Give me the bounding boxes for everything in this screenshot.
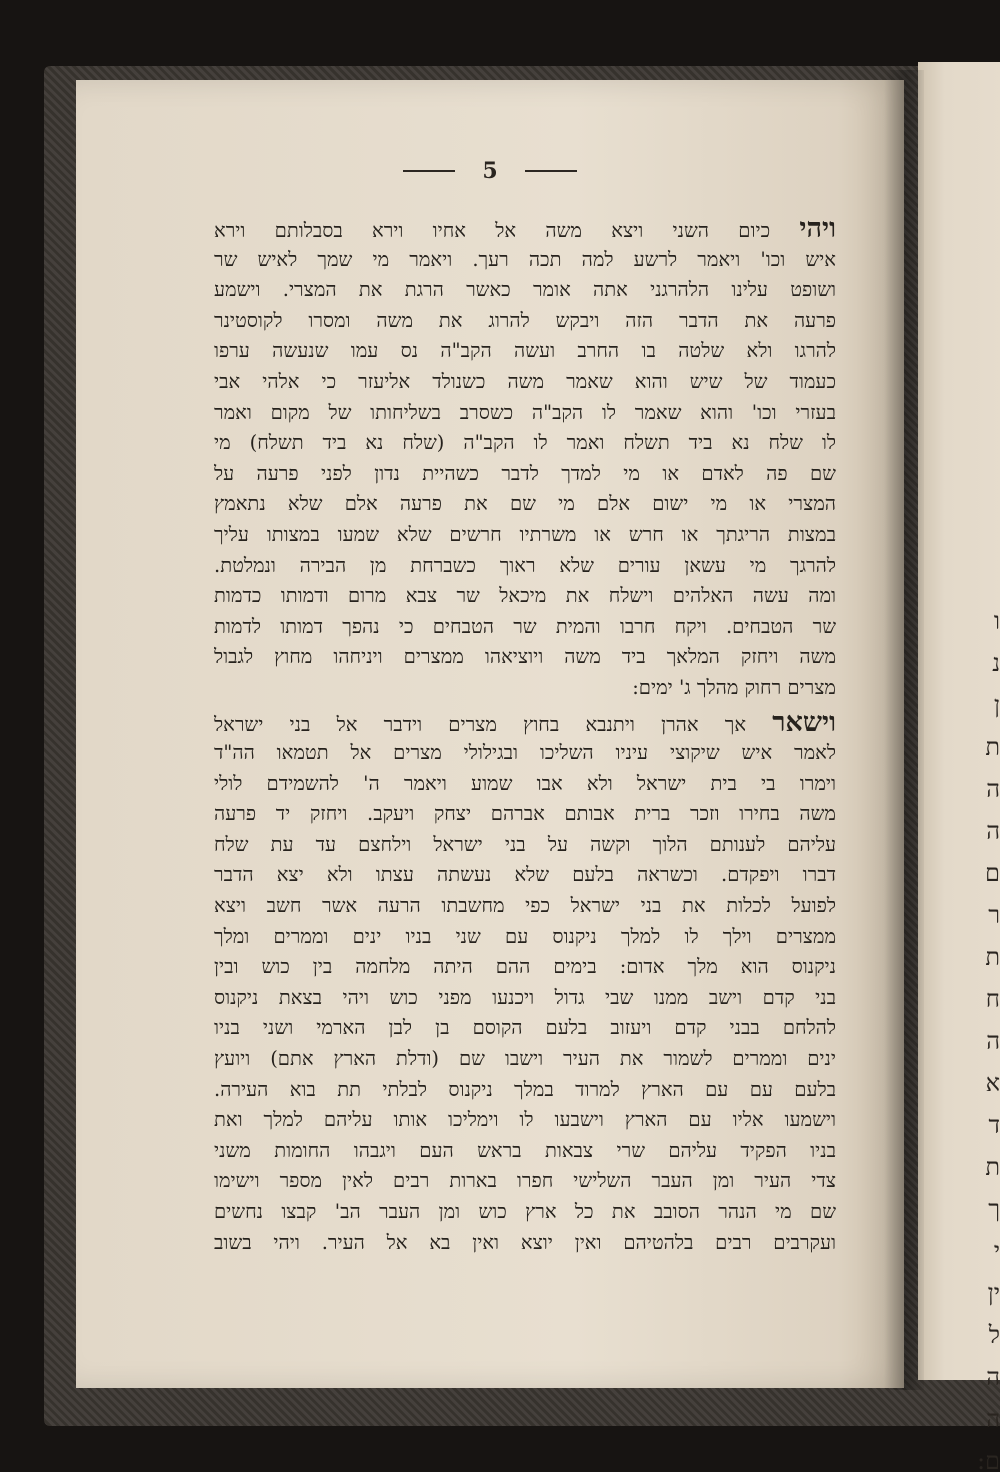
facing-glyph: ם: [985, 859, 1000, 887]
text-line: כעמוד של שיש והוא שאמר משה כשנולד אליעזר כי אלהי אבי: [214, 369, 836, 393]
facing-glyph: ה: [986, 775, 1000, 803]
text-line: צדי העיר ומן העבר השלישי חפרו בארות רבים לאין מספר וישימו: [214, 1169, 836, 1193]
paragraph-lead-word: ויהי: [799, 214, 836, 244]
text-line-content: אך אהרן ויתנבא בחוץ מצרים וידבר אל בני ישראל: [214, 712, 747, 736]
facing-glyph: ה: [986, 1027, 1000, 1055]
text-line: המצרי או מי ישום אלם מי שם את פרעה אלם שלא נתאמץ: [214, 492, 836, 516]
text-line: משה ויחזק המלאך ביד משה ויוציאהו ממצרים ויניחהו מחוץ לגבול: [214, 645, 836, 669]
page-body-text: [214, 214, 836, 1258]
text-line: ומה עשה האלהים וישלח את מיכאל שר צבא מרום ודמותו כדמות: [214, 584, 836, 608]
facing-glyph: א: [985, 1069, 1000, 1097]
paragraph-lead-word: וישאר: [772, 707, 836, 738]
text-line: להרגו ולא שלטה בו החרב ועשה הקב"ה נס עמו שנעשה ערפו: [214, 339, 836, 363]
facing-glyph: ם:: [976, 1447, 1000, 1472]
facing-page-text: [976, 600, 1000, 1472]
text-line: בניו הפקיד עליהם שרי צבאות בראש העם ויגבהו החומות משני: [214, 1138, 836, 1162]
text-line: לפועל לכלות את בני ישראל כפי מחשבתו הרעה אשר חשב ויצא: [214, 894, 836, 918]
text-line: במצות הריגתך או חרש או משרתיו חרשים שלא שמעו במצותו עליך: [214, 522, 836, 546]
text-line: ניקנוס הוא מלך אדום: בימים ההם היתה מלחמה בין כוש ובין: [214, 955, 836, 979]
facing-glyph: ר: [988, 901, 1000, 929]
text-line: שם מי הנהר הסובב את כל ארץ כוש ומן העבר הב' קבצו נחשים: [214, 1200, 836, 1223]
text-line: בלעם עם עם הארץ למרוד במלך ניקנוס לבלתי תת בוא העירה.: [214, 1077, 836, 1101]
facing-glyph: ד: [988, 1111, 1000, 1139]
facing-glyph: ה: [986, 1363, 1000, 1391]
text-line: ממצרים וילך לו למלך ניקנוס עם שני בניו ינים וממרים ומלך: [214, 924, 836, 948]
text-line: לאמר איש שיקוצי עיניו השליכו ובגילולי מצרים אל תטמאו הה"ד: [214, 741, 836, 765]
facing-glyph: ין: [987, 1279, 1000, 1307]
text-line: בעזרי וכו' והוא שאמר לו הקב"ה כשסרב בשליחותו של מקום ואמר: [214, 400, 836, 424]
text-line: דברו ויפקדם. וכשראה בלעם שלא נעשתה עצתו ולא יצא הדבר: [214, 863, 836, 887]
facing-glyph: ת: [985, 733, 1000, 761]
facing-glyph: ך: [988, 1195, 1000, 1223]
facing-glyph: י: [993, 1237, 1000, 1265]
text-line: שם פה לאדם או מי למדך לדבר כשהיית נדון לפני פרעה על: [214, 461, 836, 485]
text-line: ושופט עלינו הלהרגני אתה אומר כאשר הרגת את המצרי. וישמע: [214, 278, 836, 302]
text-line: להלחם בבני קדם ויעזוב בלעם הקוסם בן לבן הארמי ושני בניו: [214, 1016, 836, 1040]
text-line: בני קדם וישב ממנו שבי גדול ויכנעו מפני כוש ויהי בצאת ניקנוס: [214, 985, 836, 1009]
facing-glyph: ן: [993, 691, 1000, 719]
text-line: עליהם לענותם הלוך וקשה על בני ישראל וילחצם עד עת שלח: [214, 832, 836, 856]
text-line: ינים וממרים לשמור את העיר וישבו שם (ודלת הארץ אתם) ויועץ: [214, 1047, 836, 1071]
facing-glyph: ת: [985, 943, 1000, 971]
text-line: משה בחירו וזכר ברית אבותם אברהם יצחק ויעקב. ויחזק יד פרעה: [214, 802, 836, 826]
text-line: מצרים רחוק מהלך ג' ימים:: [632, 675, 836, 699]
facing-glyph: ה: [986, 1405, 1000, 1433]
text-line: פרעה את הדבר הזה ויבקש להרוג את משה ומסרו לקוסטינר: [214, 308, 836, 332]
text-line: [214, 214, 836, 245]
facing-glyph: ח: [985, 985, 1000, 1013]
text-line: לו שלח נא ביד תשלח ואמר לו הקב"ה (שלח נא ביד תשלח) מי: [214, 431, 836, 455]
facing-glyph: ה: [986, 817, 1000, 845]
text-line: [214, 708, 836, 739]
text-line: שר הטבחים. ויקח חרבו והמית שר הטבחים כי נהפך דמותו לדמות: [214, 614, 836, 638]
text-line: וימרו בי בית ישראל ולא אבו שמוע ויאמר ה' להשמידם לולי: [214, 771, 836, 795]
text-line: איש וכו' ויאמר לרשע למה תכה רעך. ויאמר מי שמך לאיש שר: [214, 247, 836, 271]
page-number: 5: [482, 158, 498, 184]
facing-glyph: ו: [993, 607, 1000, 635]
facing-glyph: ת: [985, 1153, 1000, 1181]
book-gutter: [884, 70, 924, 1390]
page-header: [76, 158, 904, 198]
facing-glyph: נ: [992, 649, 1000, 677]
text-line: וישמעו אליו עם הארץ וישבעו לו וימליכו אותו עליהם למלך ואת: [214, 1108, 836, 1132]
text-line-content: כיום השני ויצא משה אל אחיו וירא בסבלותם וירא: [214, 219, 771, 242]
header-dash-left: [403, 170, 455, 172]
facing-glyph: ל: [988, 1321, 1000, 1349]
text-line: ועקרבים רבים בלהטיהם ואין יוצא ואין בא אל העיר. ויהי בשוב: [214, 1230, 836, 1254]
header-dash-right: [525, 170, 577, 172]
text-line: להרגך מי עשאן עורים שלא ראוך כשברחת מן הבירה ונמלטת.: [214, 553, 836, 577]
